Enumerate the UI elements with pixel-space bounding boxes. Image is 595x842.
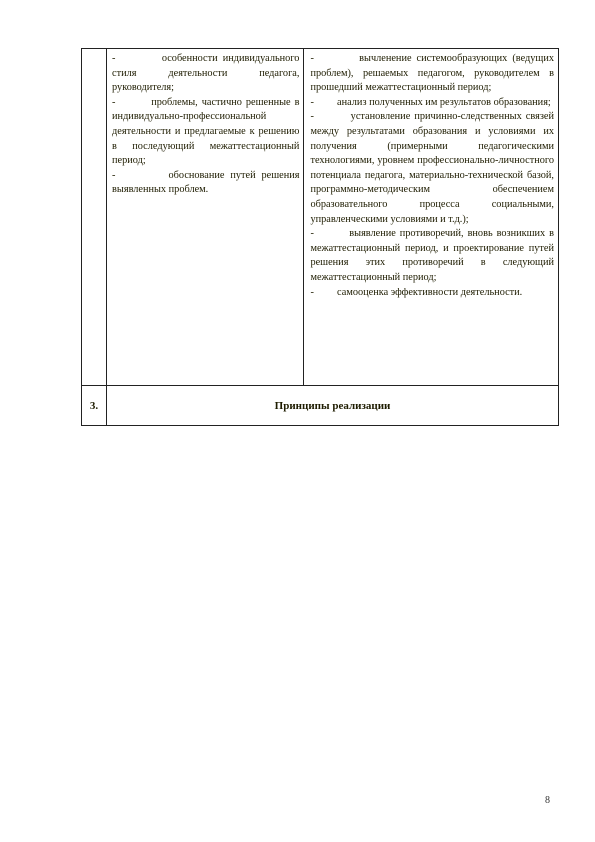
section-number: 3.	[82, 386, 107, 426]
section-row	[82, 386, 559, 426]
empty-number-cell	[82, 49, 107, 386]
list-item: - анализ полученных им результатов образования;	[310, 96, 551, 108]
list-item: - установление причинно-следственных связей между результатами образования и условиями их получения (примерными педагогическими технологиями, уровнем профессионально-личностного потенциала педагога, материально-технической базой, программно-методическим обеспечением образовательного процесса социальными, управленческими условиями и т.д.);	[310, 111, 554, 225]
section-title: Принципы реализации	[107, 386, 559, 426]
list-item: - проблемы, частично решенные в индивидуально-профессиональной деятельности и предлагаемые к решению в последующий межаттестационный период;	[112, 96, 300, 167]
list-item: - вычленение системообразующих (ведущих проблем), решаемых педагогом, руководителем в прошедший межаттестационный период;	[310, 53, 554, 94]
table-row	[82, 49, 559, 386]
right-list	[304, 49, 558, 306]
list-item: - самооценка эффективности деятельности.	[310, 286, 523, 298]
left-list	[107, 49, 303, 198]
right-column-cell	[304, 49, 559, 386]
list-item: - обоснование путей решения выявленных проблем.	[112, 169, 300, 196]
content-table	[81, 48, 559, 426]
left-column-cell	[107, 49, 304, 386]
page-number: 8	[545, 795, 550, 806]
list-item: - выявление противоречий, вновь возникших в межаттестационный период, и проектирование путей решения этих противоречий в следующий межаттестационный период;	[310, 228, 554, 283]
list-item: - особенности индивидуального стиля деятельности педагога, руководителя;	[112, 53, 300, 94]
